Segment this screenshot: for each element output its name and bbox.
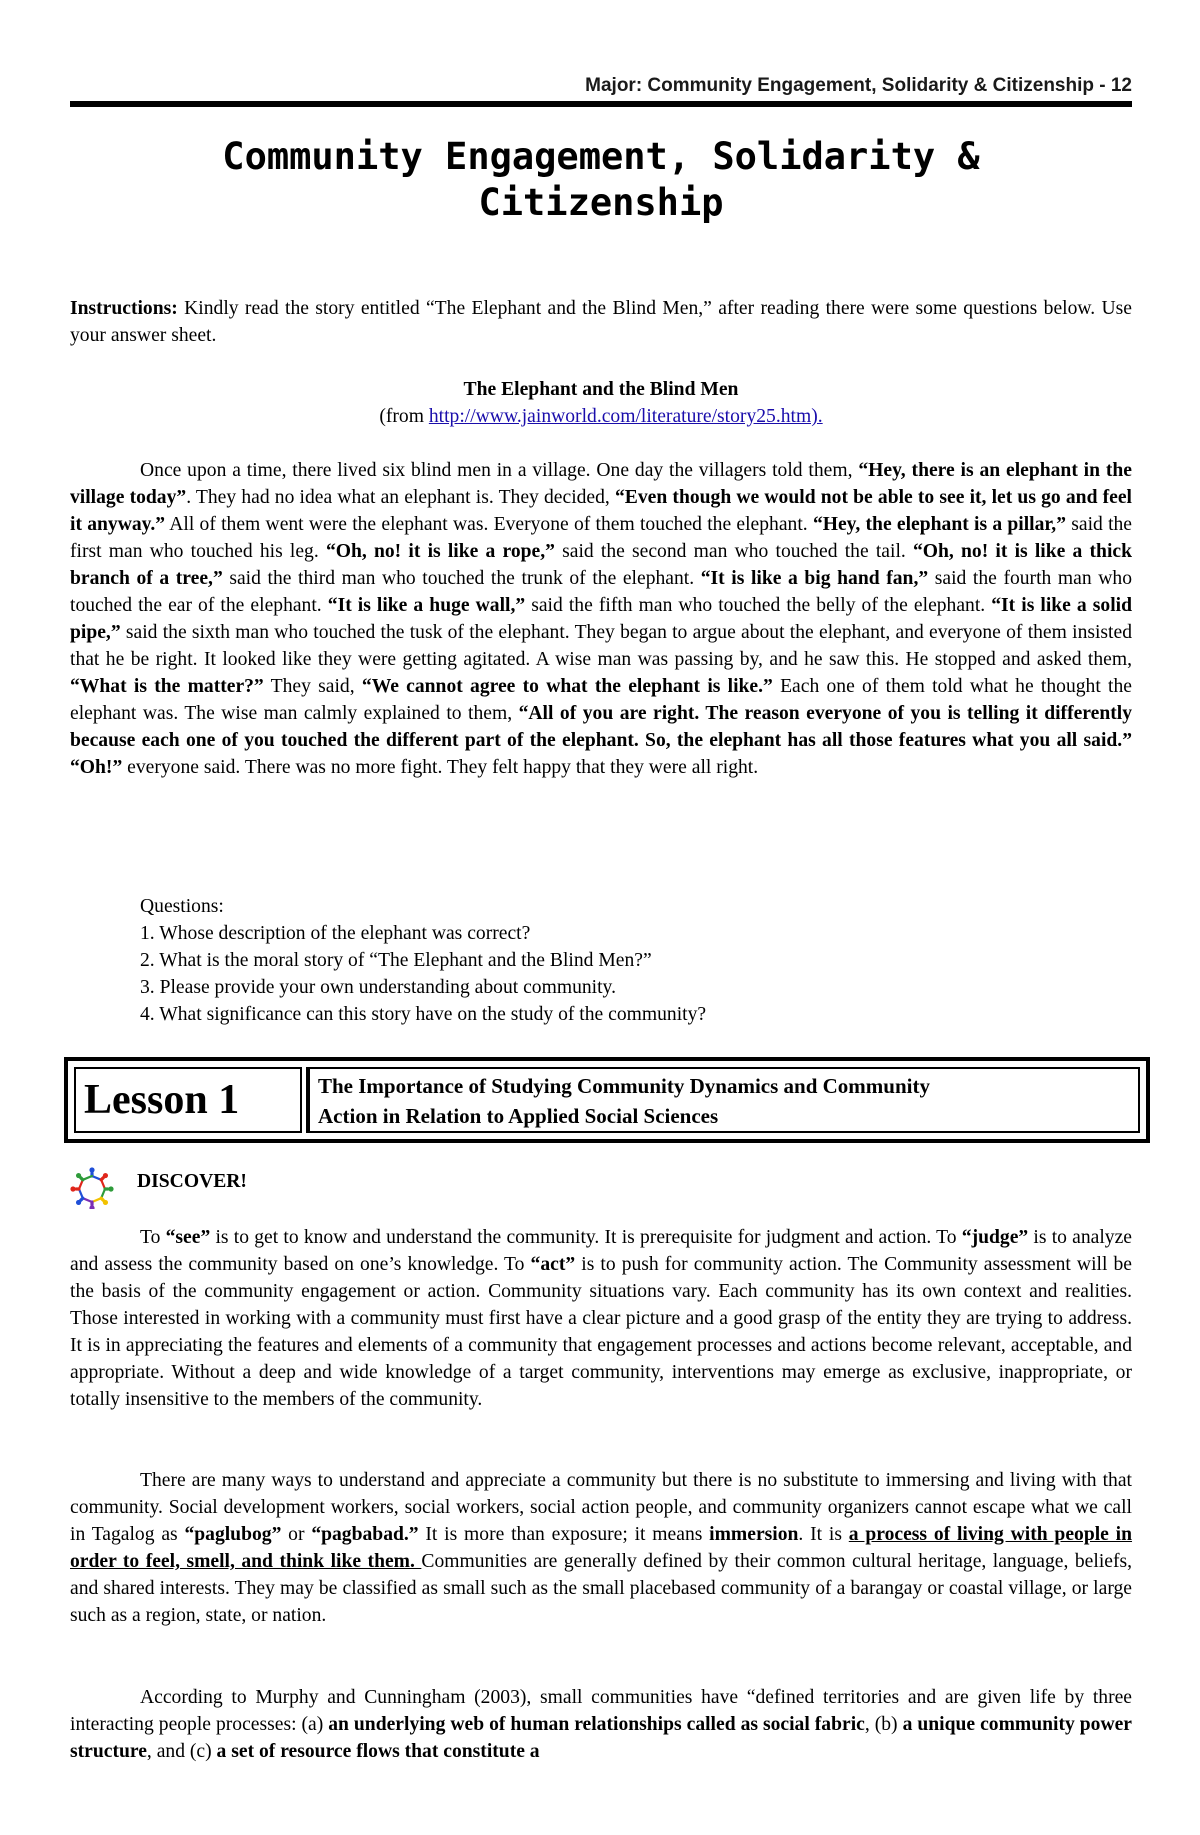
discover-paragraph-1 (70, 1224, 1132, 1413)
instructions-label: Instructions: (70, 298, 178, 319)
emphasis-text: “It is like a big hand fan,” (700, 568, 929, 589)
emphasis-text: “Oh, no! it is like a rope,” (325, 541, 555, 562)
instructions-text: Kindly read the story entitled “The Elephant and the Blind Men,” after reading there were some questions below. Use your answer sheet. (70, 298, 1132, 346)
text-run: , (b) (864, 1714, 903, 1735)
lesson-title (306, 1067, 1140, 1133)
emphasis-text: “It is like a huge wall,” (327, 595, 526, 616)
document-title-line-1: Community Engagement, Solidarity & (222, 135, 980, 178)
text-run: is to push for community action. The Community assessment will be the basis of the community engagement or action. Community situations vary. Each community has its own context and realities. Those interested in working with a community must first have a clear picture and a good grasp of the entity they are trying to address. It is in appreciating the features and elements of a community that engagement processes and actions become relevant, acceptable, and appropriate. Without a deep and wide knowledge of a target community, interventions may emerge as exclusive, inappropriate, or totally insensitive to the members of the community. (70, 1254, 1132, 1410)
emphasis-text: a unique community power structure (70, 1714, 1132, 1762)
emphasis-text: “It is like a solid pipe,” (70, 595, 1132, 643)
emphasis-text: “Hey, there is an elephant in the village today” (70, 460, 1132, 508)
text-run: Once upon a time, there lived six blind men in a village. One day the villagers told them, (140, 460, 859, 481)
text-run: They said, (263, 676, 362, 697)
story-heading (70, 376, 1132, 430)
text-run: To (140, 1227, 166, 1248)
text-run: said the sixth man who touched the tusk of the elephant. They began to argue about the elephant, and everyone of them insisted that he be right. It looked like they were getting agitated. A wise man was passing by, and he saw this. He stopped and asked them, (70, 622, 1132, 670)
lesson-title-line-2: Action in Relation to Applied Social Sciences (318, 1104, 719, 1128)
text-run: said the fifth man who touched the belly of the elephant. (525, 595, 992, 616)
document-title (70, 134, 1132, 226)
emphasis-text: “We cannot agree to what the elephant is like.” (361, 676, 773, 697)
emphasis-text: “Oh!” (70, 757, 123, 778)
text-run: everyone said. There was no more fight. They felt happy that they were all right. (122, 757, 759, 778)
text-run: All of them went were the elephant was. Everyone of them touched the elephant. (165, 514, 813, 535)
text-run: said the first man who touched his leg. (70, 514, 1133, 562)
text-run: said the fourth man who touched the ear of the elephant. (70, 568, 1132, 616)
text-run: , and (c) (146, 1741, 217, 1762)
text-run: said the second man who touched the tail. (554, 541, 913, 562)
question-item: 3. Please provide your own understanding about community. (140, 977, 616, 998)
lesson-banner (64, 1057, 1150, 1143)
text-run: said the third man who touched the trunk of the elephant. (222, 568, 701, 589)
people-circle-icon (70, 1167, 114, 1209)
discover-label: DISCOVER! (137, 1171, 247, 1192)
story-title: The Elephant and the Blind Men (463, 379, 739, 400)
emphasis-text: “judge” (961, 1227, 1029, 1248)
emphasis-text: a process of living with people in order to feel, smell, and think like them. (70, 1524, 1133, 1572)
questions-list (140, 893, 706, 1028)
document-title-line-2: Citizenship (478, 181, 724, 224)
question-item: 4. What significance can this story have on the study of the community? (140, 1004, 707, 1025)
emphasis-text: “act” (530, 1254, 576, 1275)
questions-heading: Questions: (140, 896, 224, 917)
text-run: . They had no idea what an elephant is. They decided, (186, 487, 615, 508)
text-run: Communities are generally defined by their common cultural heritage, language, beliefs, and shared interests. They may be classified as small such as the small placebased community of a barangay or coastal village, or large such as a region, state, or nation. (70, 1551, 1133, 1626)
text-run: It is more than exposure; it means (418, 1524, 710, 1545)
emphasis-text: “All of you are right. The reason everyone of you is telling it differently because each one of you touched the different part of the elephant. So, the elephant has all those features what you all said.” (70, 703, 1132, 751)
emphasis-text: immersion (709, 1524, 799, 1545)
lesson-number: Lesson 1 (74, 1067, 302, 1133)
emphasis-text: “pagbabad.” (311, 1524, 419, 1545)
emphasis-text: “Even though we would not be able to see it, let us go and feel it anyway.” (70, 487, 1133, 535)
person-arm (83, 1176, 92, 1180)
discover-paragraph-3 (70, 1684, 1132, 1765)
emphasis-text: “Oh, no! it is like a thick branch of a tree,” (70, 541, 1132, 589)
question-item: 1. Whose description of the elephant was correct? (140, 923, 531, 944)
discover-paragraph-2 (70, 1467, 1132, 1629)
emphasis-text: “see” (165, 1227, 211, 1248)
emphasis-text: “Hey, the elephant is a pillar,” (812, 514, 1066, 535)
text-run: is to analyze and assess the community based on one’s knowledge. To (70, 1227, 1132, 1275)
text-run: or (281, 1524, 312, 1545)
lesson-title-line-1: The Importance of Studying Community Dynamics and Community (318, 1074, 930, 1098)
story-source-link[interactable]: http://www.jainworld.com/literature/story25.htm). (428, 406, 823, 427)
running-header: Major: Community Engagement, Solidarity & Citizenship - 12 (585, 75, 1132, 96)
emphasis-text: a set of resource flows that constitute a (216, 1741, 540, 1762)
text-run: is to get to know and understand the community. It is prerequisite for judgment and action. To (210, 1227, 962, 1248)
story-source-prefix: (from (379, 406, 429, 427)
instructions (70, 295, 1132, 349)
question-item: 2. What is the moral story of “The Elephant and the Blind Men?” (140, 950, 652, 971)
emphasis-text: an underlying web of human relationships called as social fabric (328, 1714, 865, 1735)
emphasis-text: “What is the matter?” (70, 676, 264, 697)
text-run: . It is (798, 1524, 849, 1545)
emphasis-text: “paglubog” (184, 1524, 282, 1545)
text-run: There are many ways to understand and appreciate a community but there is no substitute to immersing and living with that community. Social development workers, social workers, social action people, and community organizers cannot escape what we call in Tagalog as (70, 1470, 1132, 1545)
header-rule (70, 101, 1132, 107)
story-paragraph (70, 457, 1132, 781)
text-run: According to Murphy and Cunningham (2003), small communities have “defined territories and are given life by three interacting people processes: (a) (70, 1687, 1132, 1735)
text-run: Each one of them told what he thought the elephant was. The wise man calmly explained to them, (70, 676, 1132, 724)
